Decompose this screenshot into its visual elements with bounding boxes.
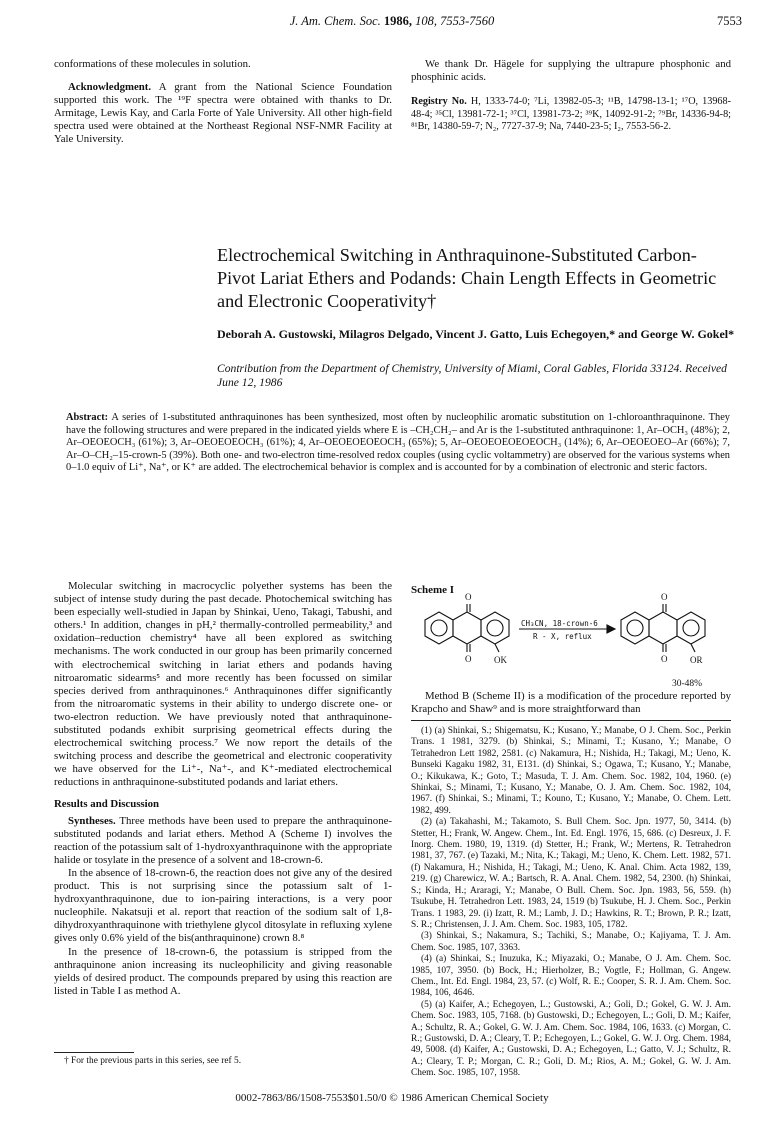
product-structure bbox=[621, 604, 705, 652]
scheme-yield: 30-48% bbox=[672, 679, 703, 689]
prev-article-left bbox=[54, 58, 392, 147]
carbonyl-bottom-right: O bbox=[661, 654, 668, 664]
reagent-bottom: R - X, reflux bbox=[533, 632, 592, 641]
abstract-label: Abstract: bbox=[66, 412, 109, 423]
page-number: 7553 bbox=[717, 14, 742, 28]
reference-4: (4) (a) Shinkai, S.; Inuzuka, K.; Miyazaki, O.; Manabe, O J. Am. Chem. Soc. 1985, 107, 3950. (b) Bock, H.; Hierholzer, B.; Vogtle, F.; Hollman, G. Angew. Chem., Int. Ed. Engl. 1984, 23, 57. (c) Wolf, R. E.; Cooper, S. R. J. Am. Chem. Soc. 1984, 106, 4646. bbox=[411, 954, 731, 999]
journal-pages: 7553-7560 bbox=[440, 14, 495, 28]
references-rule bbox=[411, 720, 731, 721]
running-header bbox=[0, 14, 784, 29]
paragraph-crown-presence: In the presence of 18-crown-6, the potassium is stripped from the anthraquinone anion increasing its nucleophilicity and giving reasonable yields of desired product. The compounds prepared by using this reaction are listed in Table I as method A. bbox=[54, 945, 392, 997]
footnote-rule bbox=[54, 1052, 134, 1053]
syntheses-title: Syntheses. bbox=[68, 814, 116, 827]
journal-year: 1986, bbox=[383, 14, 413, 28]
reactant-structure bbox=[425, 604, 509, 652]
paragraph-crown-absence: In the absence of 18-crown-6, the reaction does not give any of the desired product. This is not surprising since the potassium salt of 1-hydroxyanthraquinone, due to ion-pairing interactions, is a very poor nucleophile. Nakatsuji et al. report that reaction of the sodium salt of 1,8-dihydroxyanthraquinone with triethylene glycol ditosylate in refluxing xylene gives only 0.6% yield of the bis(anthraquinone) crown 8.⁸ bbox=[54, 866, 392, 945]
reference-2: (2) (a) Takahashi, M.; Takamoto, S. Bull Chem. Soc. Jpn. 1977, 50, 3414. (b) Stetter, H.; Frank, W. Angew. Chem., Int. Ed. Engl. 1976, 15, 686. (c) Desreux, J. F. Inorg. Chem. 1980, 19, 1319. (d) Stetter, H.; Frank, W.; Mertens, R. Tetrahedron 1981, 37, 767. (e) Tazaki, M.; Nita, K.; Takagi, M.; Ueno, K. Chem. Lett. 1982, 571. (f) Nakamura, H.; Nishida, H.; Takagi, M.; Ueno, K. Anal. Chim. Acta 1982, 139, 219. (g) Charewicz, W. A.; Bartsch, R. A. Anal. Chem. 1982, 54, 2300. (h) Shinkai, S.; Kinda, H.; Araragi, Y.; Manabe, O Bull. Chem. Soc. Jpn. 1983, 56, 559. (h) Tsukube, H. Tetrahedron Lett. 1983, 24, 1519 (b) Tsukube, H. J. Chem. Soc., Perkin Trans. 1 1983, 29. (i) Izatt, R. M.; Lamb, J. D.; Hawkins, R. T.; Brown, P. R.; Izatt, S. R.; Christensen, J. J. Am. Chem. Soc. 1983, 105, 1782. bbox=[411, 817, 731, 930]
article-authors: Deborah A. Gustowski, Milagros Delgado, Vincent J. Gatto, Luis Echegoyen,* and George W. Gokel* bbox=[217, 327, 735, 341]
journal-volume: 108, bbox=[415, 14, 438, 28]
references bbox=[411, 726, 731, 1080]
section-heading: Results and Discussion bbox=[54, 797, 160, 810]
registry-title: Registry No. bbox=[411, 96, 467, 108]
reference-1: (1) (a) Shinkai, S.; Shigematsu, K.; Kusano, Y.; Manabe, O J. Chem. Soc., Perkin Trans. 1 1981, 3279. (b) Shinkai, S.; Minami, T.; Kusano, Y.; Manabe, O Tetrahedron Lett 1982, 2581. (c) Nakamura, H.; Nishida, H.; Takagi, M.; Ueno, K. Bunseki Kagaku 1982, 31, E131. (d) Shinkai, S.; Ogawa, T.; Kusano, Y.; Manabe, O.; Kikukawa, K.; Goto, T.; Masuda, T. J. Am. Chem. Soc. 1982, 104, 1960. (e) Shinkai, S.; Minami, T.; Kusano, Y.; Manabe, O. J. Am. Chem. Soc. 1982, 104, 1967. (f) Shinkai, S.; Minami, T.; Kouno, T.; Kusano, Y.; Manabe, O. Chem. Lett. 1982, 499. bbox=[411, 726, 731, 816]
carbonyl-top-right: O bbox=[661, 592, 668, 602]
ack-title: Acknowledgment. bbox=[68, 81, 152, 94]
journal-name: J. Am. Chem. Soc. bbox=[289, 14, 381, 28]
footnote: † For the previous parts in this series, see ref 5. bbox=[64, 1056, 242, 1066]
potassium-oxide-label: OK bbox=[494, 655, 507, 665]
reference-3: (3) Shinkai, S.; Nakamura, S.; Tachiki, S.; Manabe, O.; Kajiyama, T. J. Am. Chem. Soc. 1985, 107, 3363. bbox=[411, 931, 731, 953]
ether-substituent-label: OR bbox=[690, 655, 703, 665]
abstract bbox=[66, 412, 730, 475]
abstract-text: A series of 1-substituted anthraquinones has been synthesized, most often by nucleophilic aromatic substitution on 1-chloroanthraquinone. They have the following structures and were prepared in the indicated yields where E is –CH₂CH₂– and Ar is the 1-substituted anthraquinone: 1, Ar–OCH₃ (48%); 2, Ar–OEOEOCH₃ (61%); 3, Ar–OEOEOEOCH₃ (61%); 4, Ar–OEOEOEOEOCH₃ (65%); 5, Ar–OEOEOEOEOEOCH₃ (14%); 6, Ar–OEOEOEO–Ar (66%); 7, Ar–O–CH₂–15-crown-5 (39%). Both one- and two-electron time-resolved redox couples (using cyclic voltammetry) are observed for the various systems when 0–1.0 equiv of Li⁺, Na⁺, or K⁺ are added. The electrochemical behavior is complex and is accounted for by a combination of electronic and steric factors. bbox=[66, 412, 731, 474]
article-title: Electrochemical Switching in Anthraquinone-Substituted Carbon-Pivot Lariat Ethers and Podands: Chain Length Effects in Geometric and Electronic Cooperativity† bbox=[217, 245, 717, 311]
syntheses-text: Three methods have been used to prepare the anthraquinone-substituted podands and lariat ethers. Method A (Scheme I) involves the reaction of the potassium salt of 1-hydroxyanthraquinone with the appropriate halide or tosylate in the presence of a solvent and 18-crown-6. bbox=[54, 814, 392, 866]
prev-conclusion: conformations of these molecules in solution. bbox=[54, 58, 251, 70]
article-affiliation: Contribution from the Department of Chemistry, University of Miami, Coral Gables, Florida 33124. Received June 12, 1986 bbox=[217, 362, 727, 389]
syntheses-paragraph bbox=[54, 815, 392, 867]
reagent-top: CH₃CN, 18-crown-6 bbox=[521, 619, 598, 628]
arrow-head bbox=[607, 625, 615, 633]
ack-text: A grant from the National Science Foundation supported this work. The ¹⁹F spectra were obtained with thanks to Dr. Armitage, Lewis Kay, and Carla Forte of Yale University. All other high-field spectra used were obtained at the Northeast Regional NSF-NMR Facility at Yale University. bbox=[54, 81, 392, 146]
carbonyl-top-left: O bbox=[465, 592, 472, 602]
intro-paragraph: Molecular switching in macrocyclic polyether systems has been the subject of intense study during the past decade. Photochemical switching has been especially well-studied in Japan by Shinkai, Ueno, Takagi, Tabushi, and others.¹ In addition, changes in pH,² thermally-controlled permeability,³ and oxidation–reduction chemistry⁴ have all been explored as switching mechanisms. The work conducted in our group has been primarily concerned with electrochemical switching in lariat ethers and podands having nitroaromatic sidearms⁵ and more recently has been focussed on similar species derived from anthraquinones.⁶ Anthraquinones differ significantly from the nitroaromatic systems in their ability to undergo discrete one- or two-electron reduction. We have previously noted that anthraquinone-substituted podands exhibit surprising geometrical effects during the electrochemical switching process.⁷ We now report the details of the switching process and describe the geometrical and electronic cooperativity we have observed for the Li⁺-, Na⁺-, and K⁺-mediated electrochemical reductions in anthraquinone-substituted podands and lariat ethers. bbox=[54, 580, 392, 789]
method-b-paragraph: Method B (Scheme II) is a modification of the procedure reported by Krapcho and Shaw⁹ and is more straightforward than bbox=[411, 690, 731, 716]
carbonyl-bottom-left: O bbox=[465, 654, 472, 664]
body-left-column bbox=[54, 580, 392, 998]
registry-numbers bbox=[411, 96, 731, 134]
prev-article-right bbox=[411, 58, 731, 134]
reference-5: (5) (a) Kaifer, A.; Echegoyen, L.; Gustowski, A.; Goli, D.; Gokel, G. W. J. Am. Chem. Soc. 1983, 105, 7168. (b) Gustowski, D.; Echegoyen, L.; Goli, D. M.; Kaifer, A.; Schultz, R. A.; Gokel, G. W. J. Am. Chem. Soc. 1984, 106, 1633. (c) Morgan, C. R.; Gustowski, D. A.; Cleary, T. P.; Echegoyen, L.; Gokel, G. W. J. Org. Chem. 1984, 49, 5008. (d) Kaifer, A.; Gustowski, D. A.; Echegoyen, L.; Gatto, V. J.; Schultz, R. A.; Cleary, T. P.; Morgan, C. R.; Goli, D. M.; Rios, A. M.; Gokel, G. W. J. Am. Chem. Soc. 1985, 107, 1958. bbox=[411, 999, 731, 1079]
copyright-footer: 0002-7863/86/1508-7553$01.50/0 © 1986 American Chemical Society bbox=[235, 1092, 549, 1104]
acknowledgment bbox=[54, 81, 392, 146]
body-right-column bbox=[411, 690, 731, 716]
scheme-diagram bbox=[411, 596, 741, 692]
scheme-label: Scheme I bbox=[411, 584, 455, 596]
registry-text: H, 1333-74-0; ⁷Li, 13982-05-3; ¹¹B, 14798-13-1; ¹⁷O, 13968-48-4; ³⁵Cl, 13981-72-1; ³⁷Cl, 13981-73-2; ³⁹K, 14092-91-2; ⁷⁹Br, 14336-94-8; ⁸¹Br, 14380-59-7; N₂, 7727-37-9; Na, 7440-23-5; I₂, 7553-56-2. bbox=[411, 96, 731, 133]
prev-thanks: We thank Dr. Hägele for supplying the ultrapure phosphonic and phosphinic acids. bbox=[411, 58, 731, 84]
